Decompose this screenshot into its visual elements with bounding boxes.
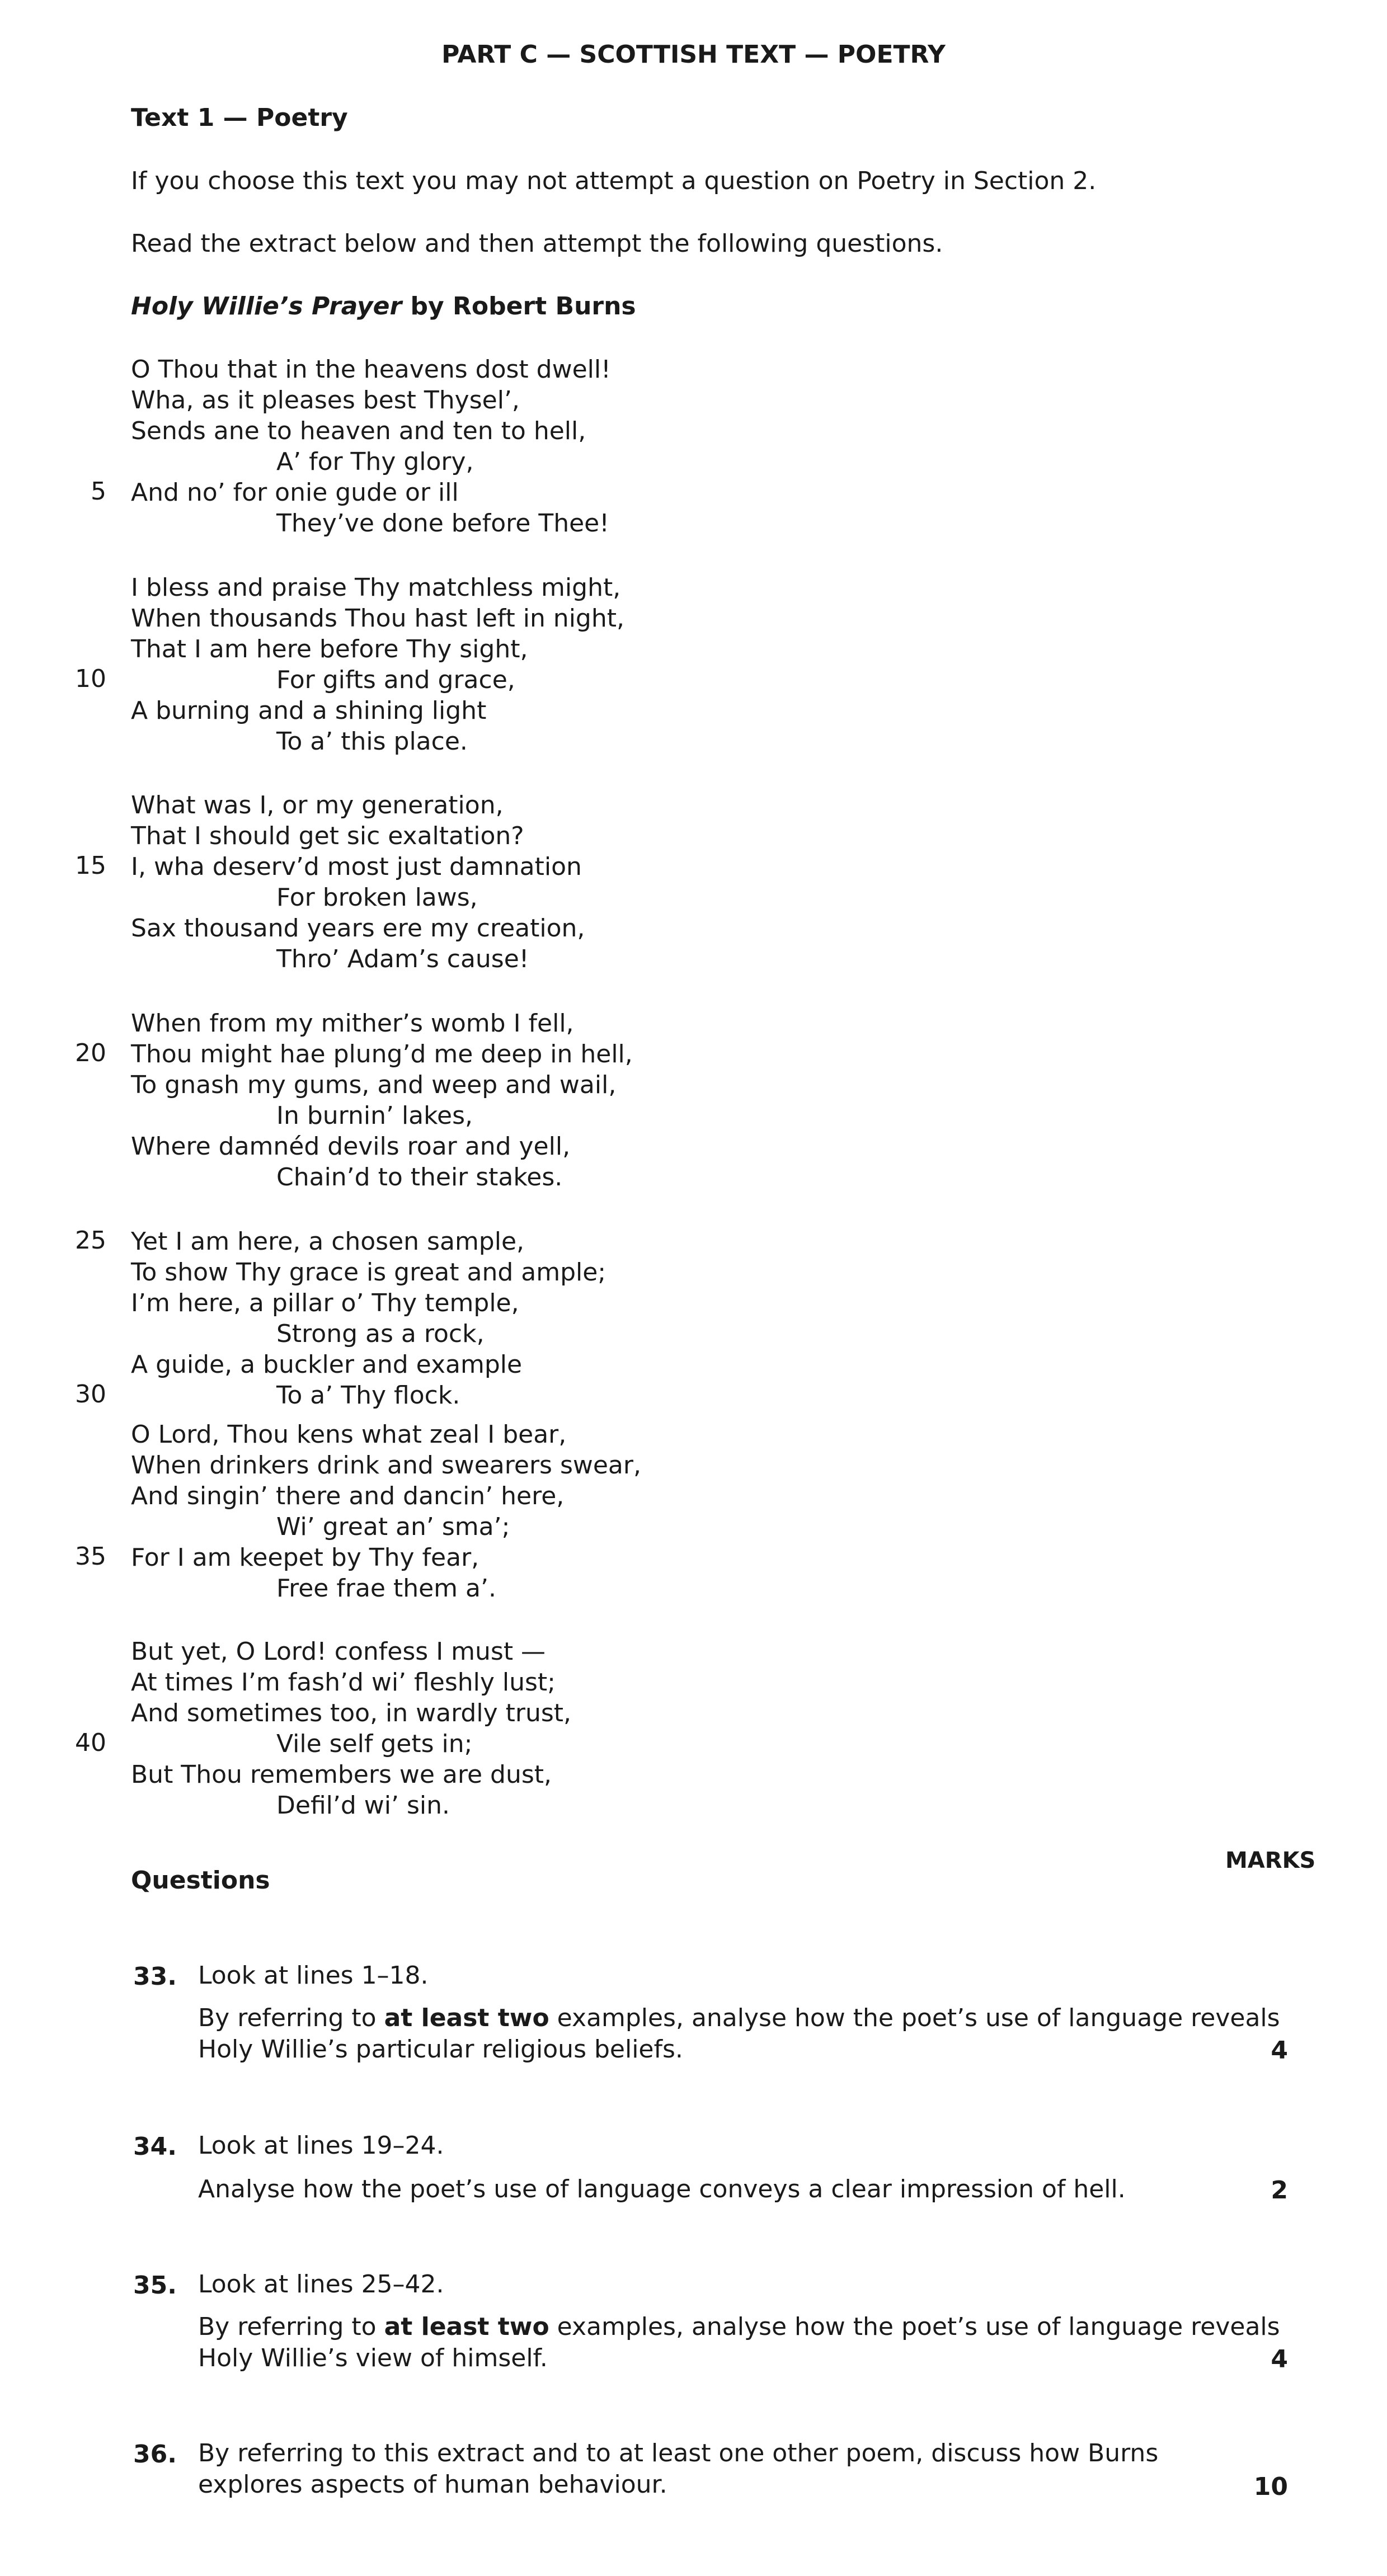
emphasis: at least two <box>384 2004 549 2032</box>
question-text-line: Holy Willie’s particular religious beliefs. <box>198 2035 683 2064</box>
line-number: 25 <box>75 1226 106 1255</box>
poem-line: For broken laws, <box>276 883 478 912</box>
poem-line: But yet, O Lord! confess I must — <box>131 1637 546 1666</box>
poem-line: They’ve done before Thee! <box>276 509 609 538</box>
poem-line: And singin’ there and dancin’ here, <box>131 1482 565 1510</box>
question-lead: Look at lines 1–18. <box>198 1961 429 1990</box>
poem-stanza-3 <box>131 790 585 974</box>
question-lead: Look at lines 25–42. <box>198 2270 444 2299</box>
questions-heading: Questions <box>131 1866 270 1895</box>
poem-line: Thou might hae plung’d me deep in hell, <box>131 1040 633 1068</box>
poem-line: A’ for Thy glory, <box>276 448 474 476</box>
poem-line: For gifts and grace, <box>276 666 515 694</box>
emphasis: at least two <box>384 2313 549 2341</box>
question-number: 35. <box>133 2271 177 2300</box>
poem-line: Sax thousand years ere my creation, <box>131 914 585 943</box>
poem-line: I bless and praise Thy matchless might, <box>131 573 621 602</box>
poem-line: For I am keepet by Thy fear, <box>131 1543 479 1572</box>
poem-line: O Lord, Thou kens what zeal I bear, <box>131 1420 567 1449</box>
poem-line: That I should get sic exaltation? <box>131 822 524 850</box>
question-text-line: explores aspects of human behaviour. <box>198 2470 667 2499</box>
poem-line: In burnin’ lakes, <box>276 1101 473 1130</box>
poem-stanza-1 <box>131 354 611 539</box>
poem-line: I, wha deserv’d most just damnation <box>131 853 582 881</box>
question-marks: 2 <box>1271 2176 1288 2205</box>
poem-title-line <box>131 292 636 321</box>
line-number: 20 <box>75 1039 106 1067</box>
question-marks: 4 <box>1271 2036 1288 2065</box>
poem-line: A burning and a shining light <box>131 696 487 725</box>
poem-line: O Thou that in the heavens dost dwell! <box>131 355 611 384</box>
question-text <box>198 2311 1280 2374</box>
poem-title: Holy Willie’s Prayer <box>131 292 402 321</box>
poem-line: Vile self gets in; <box>276 1730 473 1758</box>
poem-line: To show Thy grace is great and ample; <box>131 1258 606 1287</box>
instruction-choose: If you choose this text you may not attempt a question on Poetry in Section 2. <box>131 167 1097 195</box>
question-text-line: By referring to this extract and to at least one other poem, discuss how Burns <box>198 2439 1159 2467</box>
poem-line: And sometimes too, in wardly trust, <box>131 1699 571 1727</box>
question-number: 34. <box>133 2132 177 2161</box>
question-text <box>198 2003 1280 2065</box>
page-title: PART C — SCOTTISH TEXT — POETRY <box>441 40 946 69</box>
line-number: 10 <box>75 665 106 693</box>
poem-line: Wi’ great an’ sma’; <box>276 1513 510 1541</box>
poem-line: Wha, as it pleases best Thysel’, <box>131 386 520 415</box>
question-lead: Look at lines 19–24. <box>198 2131 444 2160</box>
poem-stanza-6 <box>131 1419 641 1604</box>
question-text-line: Holy Willie’s view of himself. <box>198 2344 548 2372</box>
poem-stanza-5 <box>131 1226 606 1411</box>
poem-line: Sends ane to heaven and ten to hell, <box>131 417 586 445</box>
poem-line: When from my mither’s womb I fell, <box>131 1009 574 1038</box>
question-text <box>198 2438 1158 2500</box>
question-text-line: By referring to at least two examples, analyse how the poet’s use of language reveals <box>198 2313 1280 2341</box>
poem-line: But Thou remembers we are dust, <box>131 1760 552 1789</box>
poem-line: To gnash my gums, and weep and wail, <box>131 1071 617 1099</box>
poem-line: Where damnéd devils roar and yell, <box>131 1132 571 1161</box>
poem-line: A guide, a buckler and example <box>131 1350 523 1379</box>
poem-stanza-2 <box>131 572 624 757</box>
question-marks: 10 <box>1253 2473 1288 2501</box>
poem-line: At times I’m fash’d wi’ fleshly lust; <box>131 1668 556 1697</box>
poem-line: Yet I am here, a chosen sample, <box>131 1227 525 1256</box>
poem-stanza-7 <box>131 1636 571 1821</box>
question-number: 33. <box>133 1962 177 1991</box>
question-number: 36. <box>133 2440 177 2469</box>
poem-author: by Robert Burns <box>402 292 636 321</box>
poem-line: What was I, or my generation, <box>131 791 504 820</box>
question-marks: 4 <box>1271 2345 1288 2374</box>
poem-line: To a’ this place. <box>276 727 468 756</box>
instruction-read: Read the extract below and then attempt the following questions. <box>131 229 943 258</box>
poem-line: When drinkers drink and swearers swear, <box>131 1451 641 1480</box>
question-text-line: By referring to at least two examples, analyse how the poet’s use of language reveals <box>198 2004 1280 2032</box>
poem-line: I’m here, a pillar o’ Thy temple, <box>131 1289 519 1317</box>
poem-line: Chain’d to their stakes. <box>276 1163 563 1192</box>
marks-heading: MARKS <box>1225 1848 1316 1873</box>
text-heading: Text 1 — Poetry <box>131 103 348 132</box>
poem-stanza-4 <box>131 1008 633 1193</box>
question-text-line: Analyse how the poet’s use of language conveys a clear impression of hell. <box>198 2175 1126 2203</box>
line-number: 30 <box>75 1380 106 1409</box>
poem-line: Strong as a rock, <box>276 1320 485 1348</box>
poem-line: Defil’d wi’ sin. <box>276 1791 450 1820</box>
poem-line: That I am here before Thy sight, <box>131 635 528 663</box>
line-number: 40 <box>75 1729 106 1757</box>
poem-line: When thousands Thou hast left in night, <box>131 604 624 633</box>
poem-line: To a’ Thy flock. <box>276 1381 460 1410</box>
poem-line: And no’ for onie gude or ill <box>131 478 459 507</box>
poem-line: Free frae them a’. <box>276 1574 496 1603</box>
poem-line: Thro’ Adam’s cause! <box>276 945 529 973</box>
line-number: 15 <box>75 851 106 880</box>
line-number: 5 <box>91 477 106 506</box>
line-number: 35 <box>75 1542 106 1571</box>
